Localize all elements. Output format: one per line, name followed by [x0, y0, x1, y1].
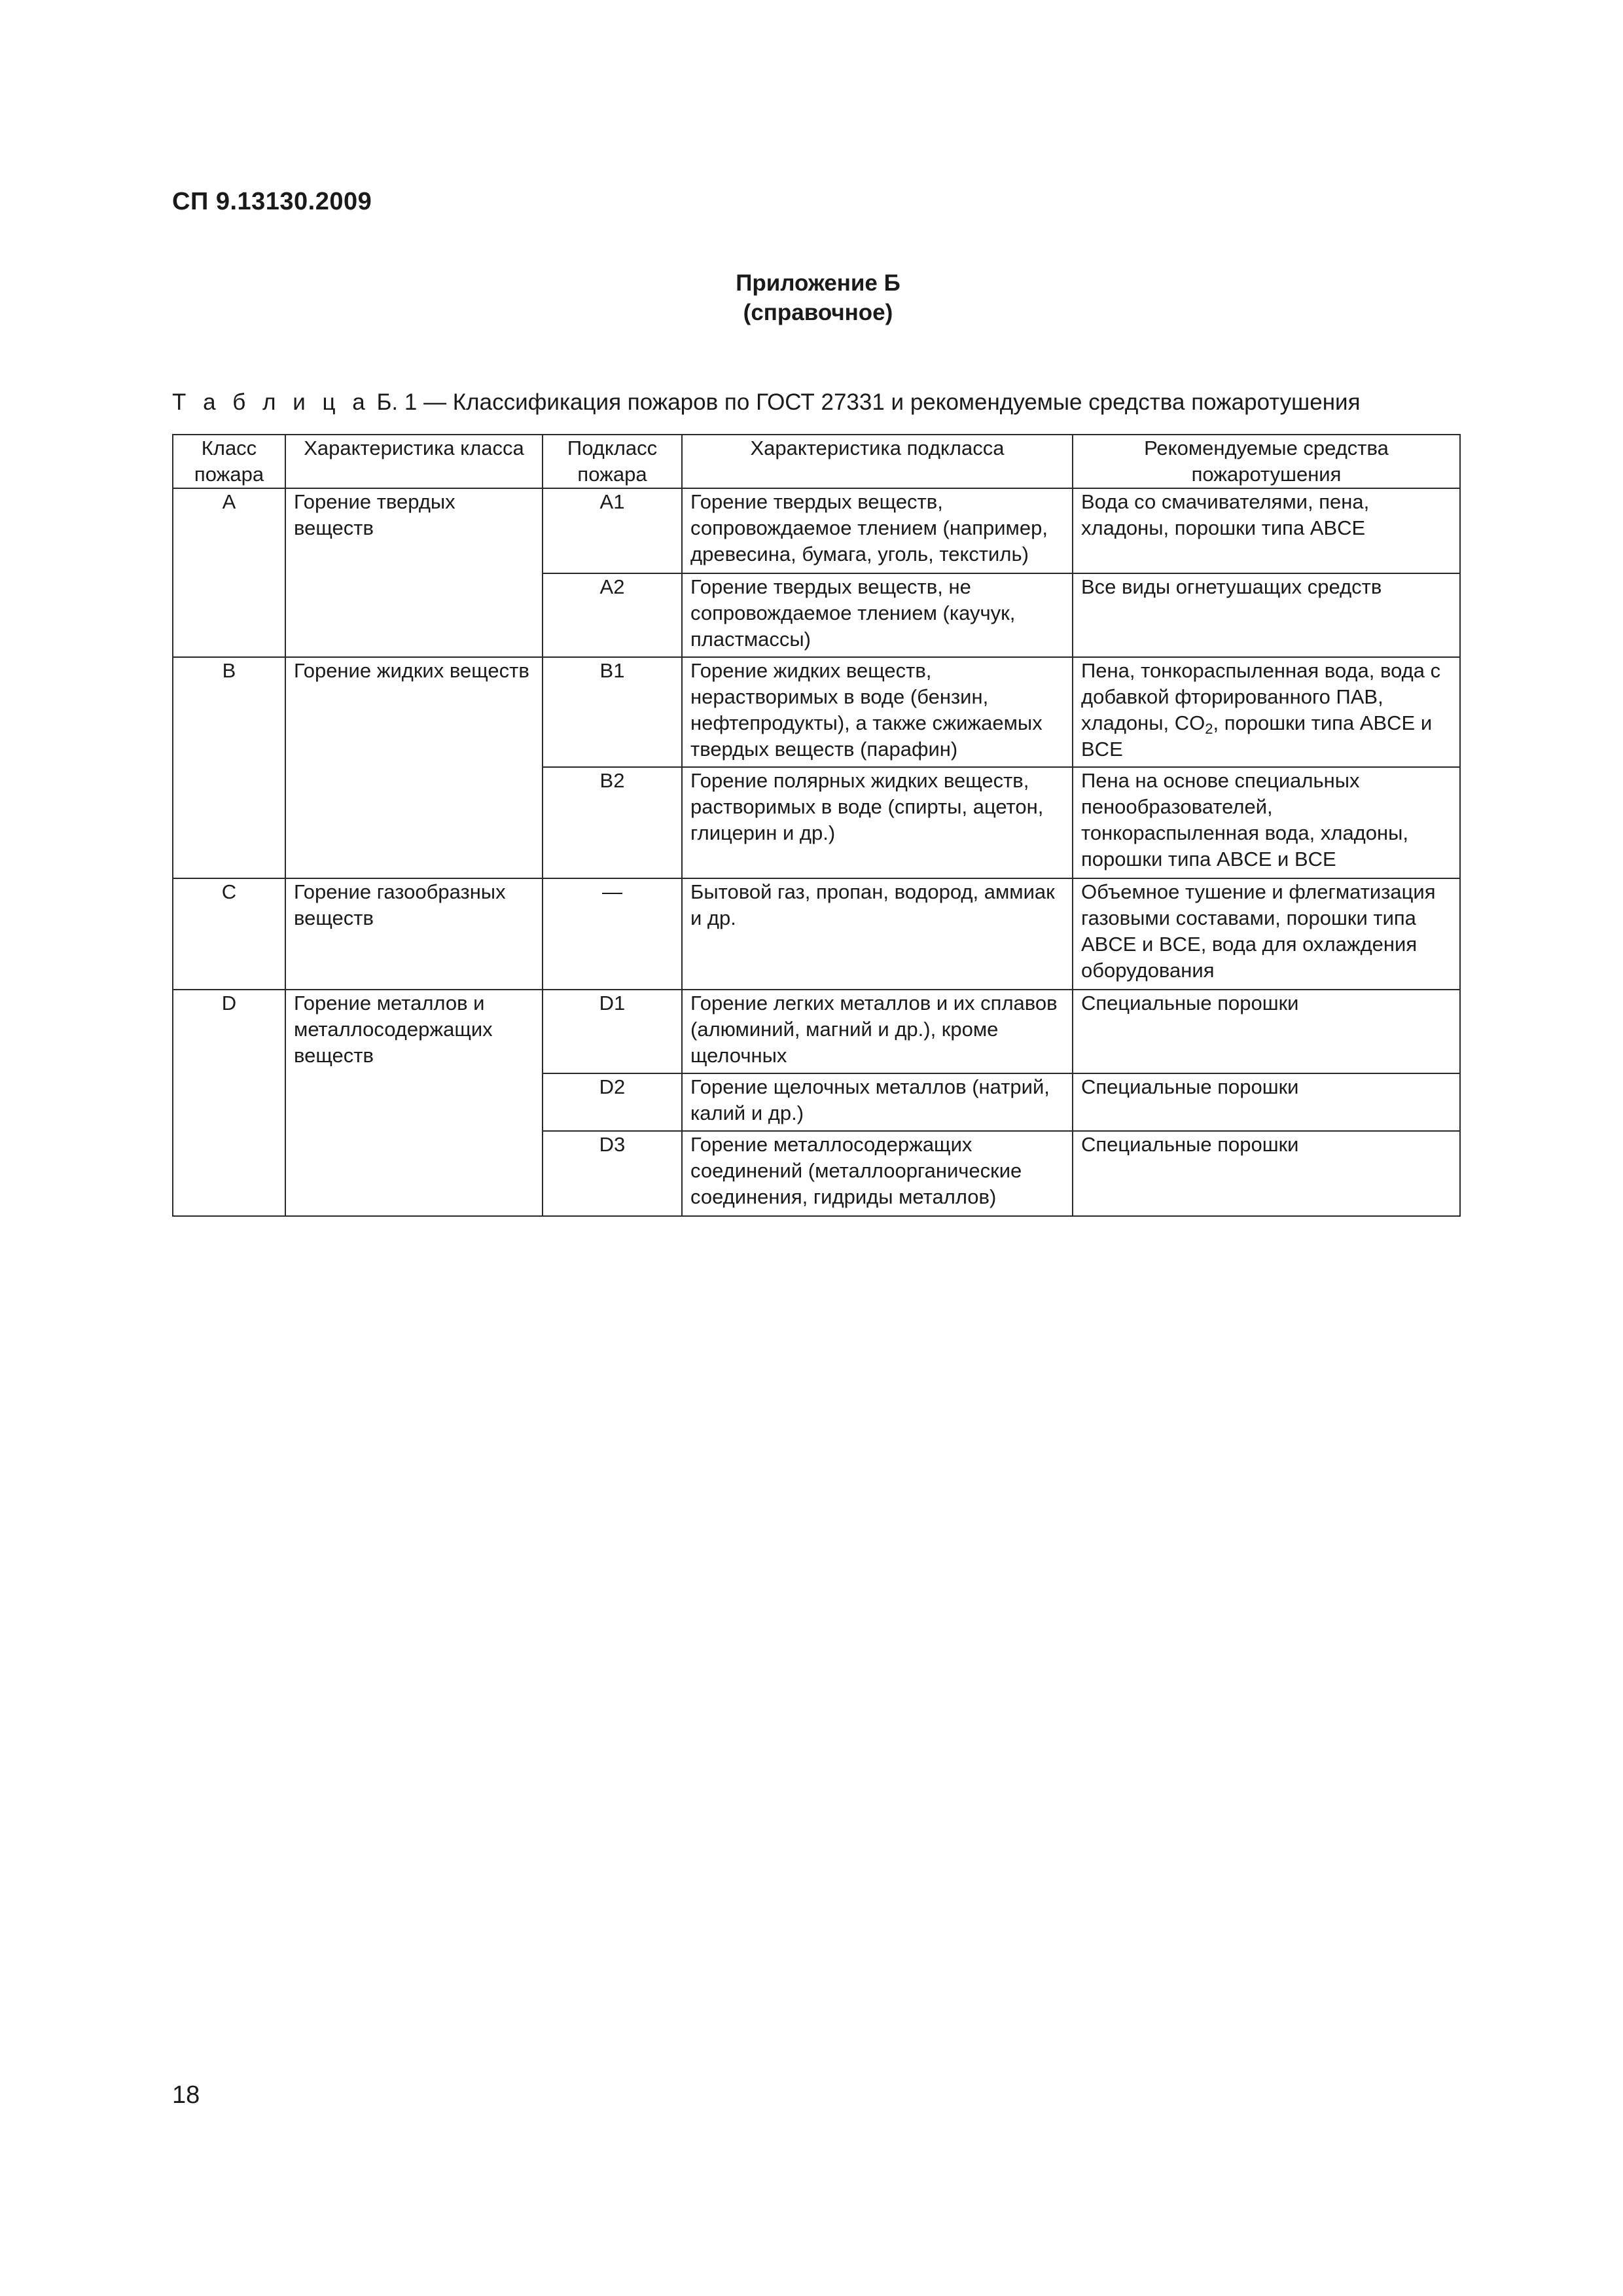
means-cell: Все виды огнетушащих средств: [1073, 573, 1460, 657]
table-row: [173, 878, 1460, 990]
subclass-description-cell: Горение металлосодержащих соединений (металлоорганические соединения, гидриды металлов): [682, 1131, 1073, 1216]
means-cell: Объемное тушение и флегматизация газовыми составами, порошки типа ABCE и BCE, вода для охлаждения оборудования: [1073, 878, 1460, 990]
appendix-subtitle: (справочное): [743, 300, 893, 325]
table-row: [173, 990, 1460, 1073]
means-text: Пена, тонкораспыленная вода, вода с добавкой фторированного ПАВ, хладоны, CO: [1081, 659, 1441, 734]
header-class: Класс пожара: [173, 435, 285, 488]
fire-classification-table: [172, 434, 1461, 1217]
table-caption-prefix: Т а б л и ц а: [172, 389, 370, 415]
subclass-cell: —: [543, 878, 682, 990]
document-code: СП 9.13130.2009: [172, 188, 372, 215]
subclass-description-cell: Бытовой газ, пропан, водород, аммиак и др.: [682, 878, 1073, 990]
class-cell: A: [173, 488, 285, 657]
means-cell: Специальные порошки: [1073, 1073, 1460, 1131]
subclass-description-cell: Горение полярных жидких веществ, растворимых в воде (спирты, ацетон, глицерин и др.): [682, 767, 1073, 878]
means-text-tail: , порошки типа ABCE и BCE: [1081, 711, 1433, 761]
class-description-cell: Горение газообразных веществ: [285, 878, 543, 990]
class-cell: D: [173, 990, 285, 1216]
subclass-cell: A2: [543, 573, 682, 657]
table-row: [173, 657, 1460, 767]
means-cell: Специальные порошки: [1073, 990, 1460, 1073]
class-description-cell: Горение металлов и металлосодержащих веществ: [285, 990, 543, 1216]
table-row: [173, 488, 1460, 573]
subclass-cell: A1: [543, 488, 682, 573]
subclass-cell: B2: [543, 767, 682, 878]
table-header-row: [173, 435, 1460, 488]
class-cell: B: [173, 657, 285, 878]
header-subclass: Подкласс пожара: [543, 435, 682, 488]
means-cell: [1073, 657, 1460, 767]
header-class-characteristic: Характеристика класса: [285, 435, 543, 488]
subclass-cell: D1: [543, 990, 682, 1073]
subclass-description-cell: Горение жидких веществ, нерастворимых в воде (бензин, нефтепродукты), а также сжижаемых твердых веществ (парафин): [682, 657, 1073, 767]
class-cell: C: [173, 878, 285, 990]
table-caption-text: Б. 1 — Классификация пожаров по ГОСТ 27331 и рекомендуемые средства пожаротушения: [370, 389, 1361, 415]
subclass-description-cell: Горение щелочных металлов (натрий, калий и др.): [682, 1073, 1073, 1131]
subclass-description-cell: Горение легких металлов и их сплавов (алюминий, магний и др.), кроме щелочных: [682, 990, 1073, 1073]
class-description-cell: Горение твердых веществ: [285, 488, 543, 657]
subclass-description-cell: Горение твердых веществ, сопровождаемое тлением (например, древесина, бумага, уголь, текстиль): [682, 488, 1073, 573]
means-cell: Вода со смачивателями, пена, хладоны, порошки типа ABCE: [1073, 488, 1460, 573]
subclass-cell: D2: [543, 1073, 682, 1131]
class-description-cell: Горение жидких веществ: [285, 657, 543, 878]
subclass-cell: D3: [543, 1131, 682, 1216]
subclass-description-cell: Горение твердых веществ, не сопровождаемое тлением (каучук, пластмассы): [682, 573, 1073, 657]
means-subscript: 2: [1205, 721, 1213, 737]
appendix-title: Приложение Б: [736, 270, 901, 296]
subclass-cell: B1: [543, 657, 682, 767]
header-recommended-means: Рекомендуемые средства пожаротушения: [1073, 435, 1460, 488]
means-cell: Пена на основе специальных пенообразователей, тонкораспыленная вода, хладоны, порошки типа ABCE и BCE: [1073, 767, 1460, 878]
table-caption: [172, 389, 1361, 416]
header-subclass-characteristic: Характеристика подкласса: [682, 435, 1073, 488]
means-cell: Специальные порошки: [1073, 1131, 1460, 1216]
page-number: 18: [172, 2081, 200, 2109]
